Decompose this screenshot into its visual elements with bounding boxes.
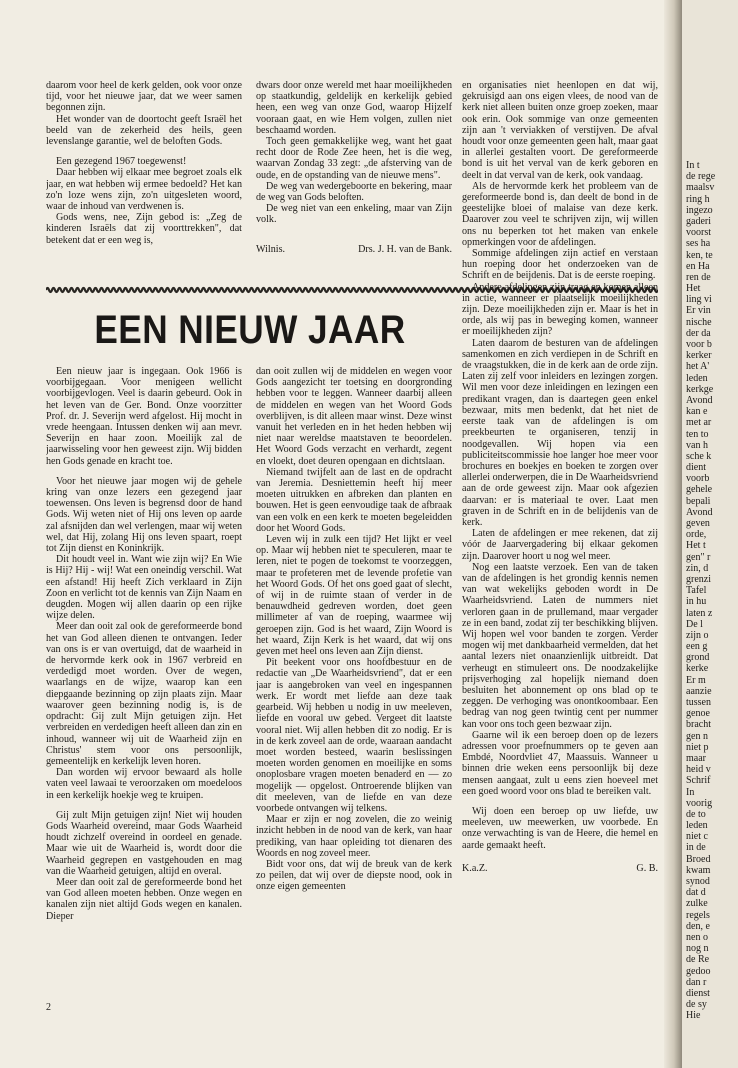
- signature-right: G. B.: [636, 862, 658, 874]
- right-page-line: gaderi: [686, 215, 711, 227]
- right-page-line: sche k: [686, 450, 712, 462]
- paragraph: Meer dan ooit zal ook de gereformeerde bond het van God alleen dienen te ontvangen. Ieder van ons is er van overtuigd, dat de waarheid in de hervormde kerk ook in 1967 verbreid en verdedigd moet worden. Over de wegen, waarlangs en de wijze, waarop kan een diepgaande bezinning op zijn plaats zijn. Maar waarover geen bezinning nodig is, is de opdracht: Gij zult Mijn getuigen zijn. Het verbreiden en verdedigen heeft alleen dan zin en inhoud, wanneer wij uit de Waarheid zijn en Christus' stem voor ons persoonlijk, gemeentelijk en kerkelijk leven horen.: [46, 621, 242, 767]
- paragraph: dan ooit zullen wij de middelen en wegen voor Gods aangezicht ter toetsing en doorgronding hebben voor te leggen. Wanneer daarbij alleen de middelen en wegen van het Woord Gods overblijven, is dit alleen maar winst. Deze winst vanuit het verleden en in het heden hebben wij niet naar wereldse maatstaven te beoordelen. Het Woord Gods verzacht en verhardt, zegent en vloekt, doet deuren opengaan en dichtslaan.: [256, 366, 452, 467]
- right-page-line: tussen: [686, 697, 711, 708]
- right-page-line: kerkge: [686, 383, 714, 395]
- paragraph: daarom voor heel de kerk gelden, ook voor onze tijd, voor het nieuwe jaar, dat we weer samen begonnen zijn.: [46, 80, 242, 114]
- right-page-line: ingezo: [686, 204, 713, 216]
- right-page-text: [686, 160, 738, 1021]
- right-page-line: kerke: [686, 663, 709, 675]
- paragraph: Wij doen een beroep op uw liefde, uw meeleven, uw meewerken, uw voorbede. En onze verwachting is van de Heere, die hemel en aarde gemaakt heeft.: [462, 806, 658, 851]
- right-page-line: Tafel: [686, 585, 707, 597]
- paragraph: dwars door onze wereld met haar moeilijkheden op staatkundig, geldelijk en kerkelijk gebied heen, een weg van onze God, waarop Hijzelf vooraan gaat, en wie Hem volgen, zullen niet beschaamd worden.: [256, 80, 452, 136]
- right-page-line: In: [686, 786, 695, 798]
- paragraph: De weg niet van een enkeling, maar van Zijn volk.: [256, 203, 452, 226]
- signature: [256, 244, 452, 255]
- column-1-bottom: [46, 366, 242, 978]
- right-page-line: dienst: [686, 987, 710, 999]
- paragraph: en organisaties niet heenlopen en dat wij, gekruisigd aan ons eigen vlees, de nood van de kerk niet alleen buiten onze groep zoeken, maar ook erin. Ook sommige van onze gemeenten zijn aan 't verviakken of verstijven. De afval houdt voor onze gemeenten geen halt, maar gaat in allerlei gestalten voort. De gereformeerde bond is uit het verval van de kerk geboren en deelt in dat verval van de kerk, ook vandaag.: [462, 80, 658, 181]
- right-page-line: den, e: [686, 920, 710, 932]
- paragraph: Als de hervormde kerk het probleem van de gereformeerde bond is, dan deelt de bond in de geestelijke bloei of malaise van deze kerk. Daarover zou veel te schrijven zijn, wij willen ons nu beperken tot het maken van enkele opmerkingen voor de afdelingen.: [462, 180, 658, 248]
- paragraph: Meer dan ooit zal de gereformeerde bond het van God alleen moeten hebben. Onze wegen en kanalen zijn niet altijd Gods wegen en kanalen. Dieper: [46, 876, 242, 922]
- right-page-line: zulke: [686, 898, 708, 910]
- right-page-line: ren de: [686, 271, 711, 283]
- right-page-line: de rege: [686, 171, 716, 183]
- right-page-line: en Ha: [686, 260, 710, 272]
- right-page-line: maalsv: [686, 182, 715, 194]
- signature-left: K.a.Z.: [462, 862, 488, 874]
- right-page-line: in hu: [686, 596, 707, 608]
- right-page-line: gedoo: [686, 965, 711, 977]
- right-page-line: Avond: [686, 394, 713, 406]
- right-page-line: synod: [686, 876, 710, 887]
- paragraph: Gods wens, nee, Zijn gebod is: „Zeg de kinderen Israëls dat zij voorttrekken", dat betekent dat er een weg is,: [46, 212, 242, 246]
- right-page-line: nen o: [686, 931, 708, 943]
- right-page-line: Avond: [686, 506, 713, 518]
- right-page-line: bepali: [686, 495, 711, 507]
- paragraph: Maar er zijn er nog zovelen, die zo weinig inzicht hebben in de nood van de kerk, van haar prediking, van haar opleiding tot dienaren des Woords en nog zoveel meer.: [256, 814, 452, 859]
- right-page-line: de Re: [686, 954, 710, 966]
- right-page-line: de sy: [686, 999, 707, 1011]
- right-page-line: kerker: [686, 350, 712, 362]
- column-2-bottom: [256, 366, 452, 978]
- right-page-line: grenzi: [686, 573, 711, 585]
- right-page-line: gen" r: [686, 551, 711, 563]
- right-page-line: voorb: [686, 473, 710, 485]
- paragraph: Toch geen gemakkelijke weg, want het gaat recht door de Rode Zee heen, het is die weg, waarvan Zondag 33 zegt: „de afsterving van de oude, en de opstanding van de nieuwe mens".: [256, 136, 452, 181]
- right-page-line: leden: [686, 372, 708, 384]
- right-page-line: genoe: [686, 708, 710, 720]
- paragraph: Dan worden wij ervoor bewaard als holle vaten veel lawaai te veroorzaken om moedeloos in een kerkelijk hoekje weg te kruipen.: [46, 767, 242, 801]
- right-page-line: dat d: [686, 887, 706, 899]
- right-page-line: grond: [686, 652, 710, 664]
- right-page-line: orde,: [686, 529, 707, 541]
- right-page-line: ses ha: [686, 238, 711, 250]
- right-page-line: van h: [686, 439, 708, 451]
- right-page-line: ten to: [686, 428, 709, 440]
- right-page-line: leden: [686, 820, 708, 832]
- right-page-line: Er vin: [686, 305, 711, 317]
- right-page-line: gen n: [686, 730, 708, 742]
- paragraph: De weg van wedergeboorte en bekering, maar de weg van Gods beloften.: [256, 180, 452, 204]
- right-page-line: met ar: [686, 417, 712, 429]
- right-page-line: Er m: [686, 674, 706, 686]
- right-page-line: nische: [686, 316, 712, 328]
- signature: [462, 863, 658, 874]
- right-page-line: Broed: [686, 853, 711, 865]
- right-page-line: zijn o: [686, 629, 709, 641]
- column-1-top: [46, 80, 242, 270]
- paragraph: Gij zult Mijn getuigen zijn! Niet wij houden Gods Waarheid overeind, maar Gods Waarheid houdt zichzelf overeind in oordeel en genade. Maar wie uit de Waarheid is, wordt door die Waarheid gegrepen en vastgehouden en mag van die Waarheid getuigen, altijd en overal.: [46, 809, 242, 877]
- right-page-line: aanzie: [686, 685, 712, 697]
- paragraph: Niemand twijfelt aan de last en de opdracht van Jeremia. Desniettemin heeft hij meer moeten uitrukken en afbreken dan planten en bouwen. Het is geen eenvoudige taak de afbraak van een volk en een kerk te moeten begeleidden door het Woord Gods.: [256, 466, 452, 534]
- paragraph: Daar hebben wij elkaar mee begroet zoals elk jaar, en wat hebben wij ermee bedoeld? Het kan zo'n loze wens zijn, zo'n uitgesleten woord, waar de inhoud van verdwenen is.: [46, 167, 242, 213]
- right-page-line: voor b: [686, 339, 712, 350]
- right-page-line: kan e: [686, 406, 708, 418]
- right-page-line: Het t: [686, 540, 706, 552]
- right-page-line: bracht: [686, 719, 711, 731]
- right-page-line: geven: [686, 518, 710, 529]
- paragraph: Een gezegend 1967 toegewenst!: [56, 156, 187, 168]
- paragraph: Pit beekent voor ons hoofdbestuur en de redactie van „De Waarheidsvriend", dat er een jaar is aangebroken van veel en ingespannen werk. Er wordt met liefde aan deze taak gearbeid. Wij hebben u nodig in uw meeleven, liefde en vooral uw gebed. Vergeet dit laatste vooral niet. Wij allen hebben dit zo nodig. Er is in de kerk zoveel aan de orde, waaraan aandacht moet worden besteed, waarin beslissingen moeten worden genomen en moeilijke en soms onoplosbare vragen moeten benaderd en — zo mogelijk — opgelost. Ontroerende blijken van dit meeleven, van de liefde en van deze voorbede ontvangen wij telkens.: [256, 657, 452, 814]
- paragraph: Sommige afdelingen zijn actief en verstaan hun roeping door het onderzoeken van de Schrift en de beijdenis. Dat is de eerste roeping.: [462, 248, 658, 282]
- right-page-line: gehele: [686, 484, 713, 496]
- paragraph: Nog een laatste verzoek. Een van de taken van de afdelingen is het grondig kennis nemen van wat wekelijks geboden wordt in De Waarheidsvriend. Laten de nummers niet verloren gaan in de prullemand, maar vergader ze in een band, zodat zij ter beschikking blijven. Wij hopen wel voor banden te zorgen. Verder mogen wij met dankbaarheid vermelden, dat het aantal lezers niet onaanzienlijk uitbreidt. Dat verheugt en stimuleert ons. De noodzakelijke prijsverhoging zal hopelijk niemand doen besluiten het abonnement op ons blad op te zeggen. De verhoging was onontkoombaar. Een bedrag van nog geen twintig cent per nummer kan voor ons toch geen bezwaar zijn.: [462, 561, 658, 730]
- paragraph: Bidt voor ons, dat wij de breuk van de kerk zo peilen, dat wij over de diepste nood, ook in onze eigen gemeenten: [256, 858, 452, 893]
- right-page-line: Hie: [686, 1010, 701, 1022]
- right-page-line: in de: [686, 842, 706, 854]
- right-page-line: niet c: [686, 831, 708, 843]
- right-page-line: het A': [686, 361, 710, 373]
- right-page-line: Schrif: [686, 775, 711, 787]
- column-2-top: [256, 80, 452, 270]
- right-page-line: niet p: [686, 741, 709, 753]
- paragraph: Dit houdt veel in. Want wie zijn wij? En Wie is Hij? Hij - wij! Wat een oneindig verschil. Wat een afstand! Hij heeft Zich verklaard in Zijn Zoon en verlicht tot de kennis van Zijn Naam en deugden. Mogen wij allen daarin op een rijke wijze delen.: [46, 554, 242, 622]
- right-page-line: Het: [686, 283, 701, 295]
- book-gutter: [664, 0, 682, 1068]
- right-page-line: heid v: [686, 764, 711, 776]
- right-page-line: In t: [686, 160, 700, 171]
- right-page-line: maar: [686, 752, 706, 764]
- paragraph: Het wonder van de doortocht geeft Israël het beeld van de zekerheid des heils, geen levenslange garantie, wel de beloften Gods.: [46, 113, 242, 148]
- paragraph: Leven wij in zulk een tijd? Het lijkt er veel op. Maar wij hebben niet te speculeren, maar te leren, niet te pogen de toekomst te voorzeggen, maar te profeteren met de levende profetie van het Woord Gods. Of het ons goed gaat of slecht, of wij in de ruimte staan of verder in de benauwdheid gedreven worden, doet geen millimeter af van de roeping, waarmee wij geroepen zijn. God is het waard, Zijn Woord is het waard, Zijn Kerk is het waard, dat wij ons geven met heel ons leven aan Zijn dienst.: [256, 534, 452, 658]
- paragraph: Andere afdelingen zijn traag en komen alleen in actie, wanneer er plaatselijk moeilijkheden zijn. Deze moeilijkheden zijn er. Maar is het in orde, als wij pas in beweging komen, wanneer er moeilijkheden zijn?: [462, 281, 658, 338]
- right-page-line: dan r: [686, 976, 707, 988]
- right-page-line: regels: [686, 909, 710, 921]
- right-page-line: een g: [686, 641, 708, 653]
- right-page-line: der da: [686, 327, 711, 339]
- right-page-line: nog n: [686, 943, 709, 955]
- paragraph: Laten de afdelingen er mee rekenen, dat zij vóór de Jaarvergadering bij elkaar gekomen zijn. Daarover hoort u nog wel meer.: [462, 528, 658, 562]
- column-3: [462, 80, 658, 982]
- right-page-line: laten z: [686, 607, 713, 619]
- paragraph: Gaarne wil ik een beroep doen op de lezers adressen voor proefnummers op te geven aan Embdé, Noordvliet 47, Maassuis. Wanneer u binnen drie weken eens persoonlijk bij deze mensen aangaat, zult u eens zien hoeveel met een goed woord voor ons blad te bereiken valt.: [462, 729, 658, 797]
- right-page-line: ling vi: [686, 294, 712, 306]
- paragraph: Voor het nieuwe jaar mogen wij de gehele kring van onze lezers een gezegend jaar toewensen. Ons leven is begrensd door de hand Gods. Wij weten niet of Hij ons leven op aarde zal afsnijden dan wel verlengen, maar wij weten wel, dat Hij, zolang Hij ons leven spaart, roept tot Zijn dienst en Koninkrijk.: [46, 475, 242, 555]
- right-page-line: zin, d: [686, 562, 709, 574]
- paragraph: Een nieuw jaar is ingegaan. Ook 1966 is voorbijgegaan. Voor menigeen wellicht voorbijgevlogen. Veel is daarin gebeurd. Ook in het leven van de Ger. Bond. Onze voorzitter Prof. dr. J. Severijn werd afgelost. Hij mocht in vrede heengaan. Intussen denken wij aan mevr. Severijn en haar zoon. Moeilijk zal de jaarwisseling voor hen geweest zijn. Wij bidden hen Gods genade en kracht toe.: [46, 366, 242, 467]
- right-page-line: voorig: [686, 797, 713, 809]
- right-page-line: ring h: [686, 193, 710, 205]
- right-page-line: De l: [686, 618, 703, 630]
- right-page-line: voorst: [686, 227, 711, 239]
- right-page-line: kwam: [686, 864, 711, 876]
- paragraph: Laten daarom de besturen van de afdelingen samenkomen en zich verdiepen in de Schrift en de vraagstukken, die in de kerk aan de orde zijn. Laten zij zelf voor inleiders en lezingen zorgen. Wil men voor deze inleidingen en lezingen een predikant vragen, dan is daartegen geen enkel bezwaar, mits men bedenkt, dat het niet de eerste taak van de afdelingen is om preekbeurten te organiseren, tenzij in noodgevallen. Wij hopen via een publiciteitscommissie hoe langer hoe meer voor brochures en boekjes en boeken te zorgen over allerlei onderwerpen, die in De Waarheidsvriend aan de orde geweest zijn. Maar ook afgezien daarvan: er is materiaal te over. Laat men graven in de Schrift en in de belijdenis van de kerk.: [462, 337, 658, 528]
- signature-author: Drs. J. H. van de Bank.: [358, 243, 452, 255]
- page-number: 2: [46, 1002, 51, 1013]
- right-page-line: dient: [686, 462, 706, 474]
- right-page-line: ken, te: [686, 249, 713, 261]
- right-page: [682, 0, 738, 1068]
- signature-place: Wilnis.: [256, 243, 286, 255]
- right-page-line: de to: [686, 808, 706, 820]
- article-title: EEN NIEUW JAAR: [94, 308, 406, 352]
